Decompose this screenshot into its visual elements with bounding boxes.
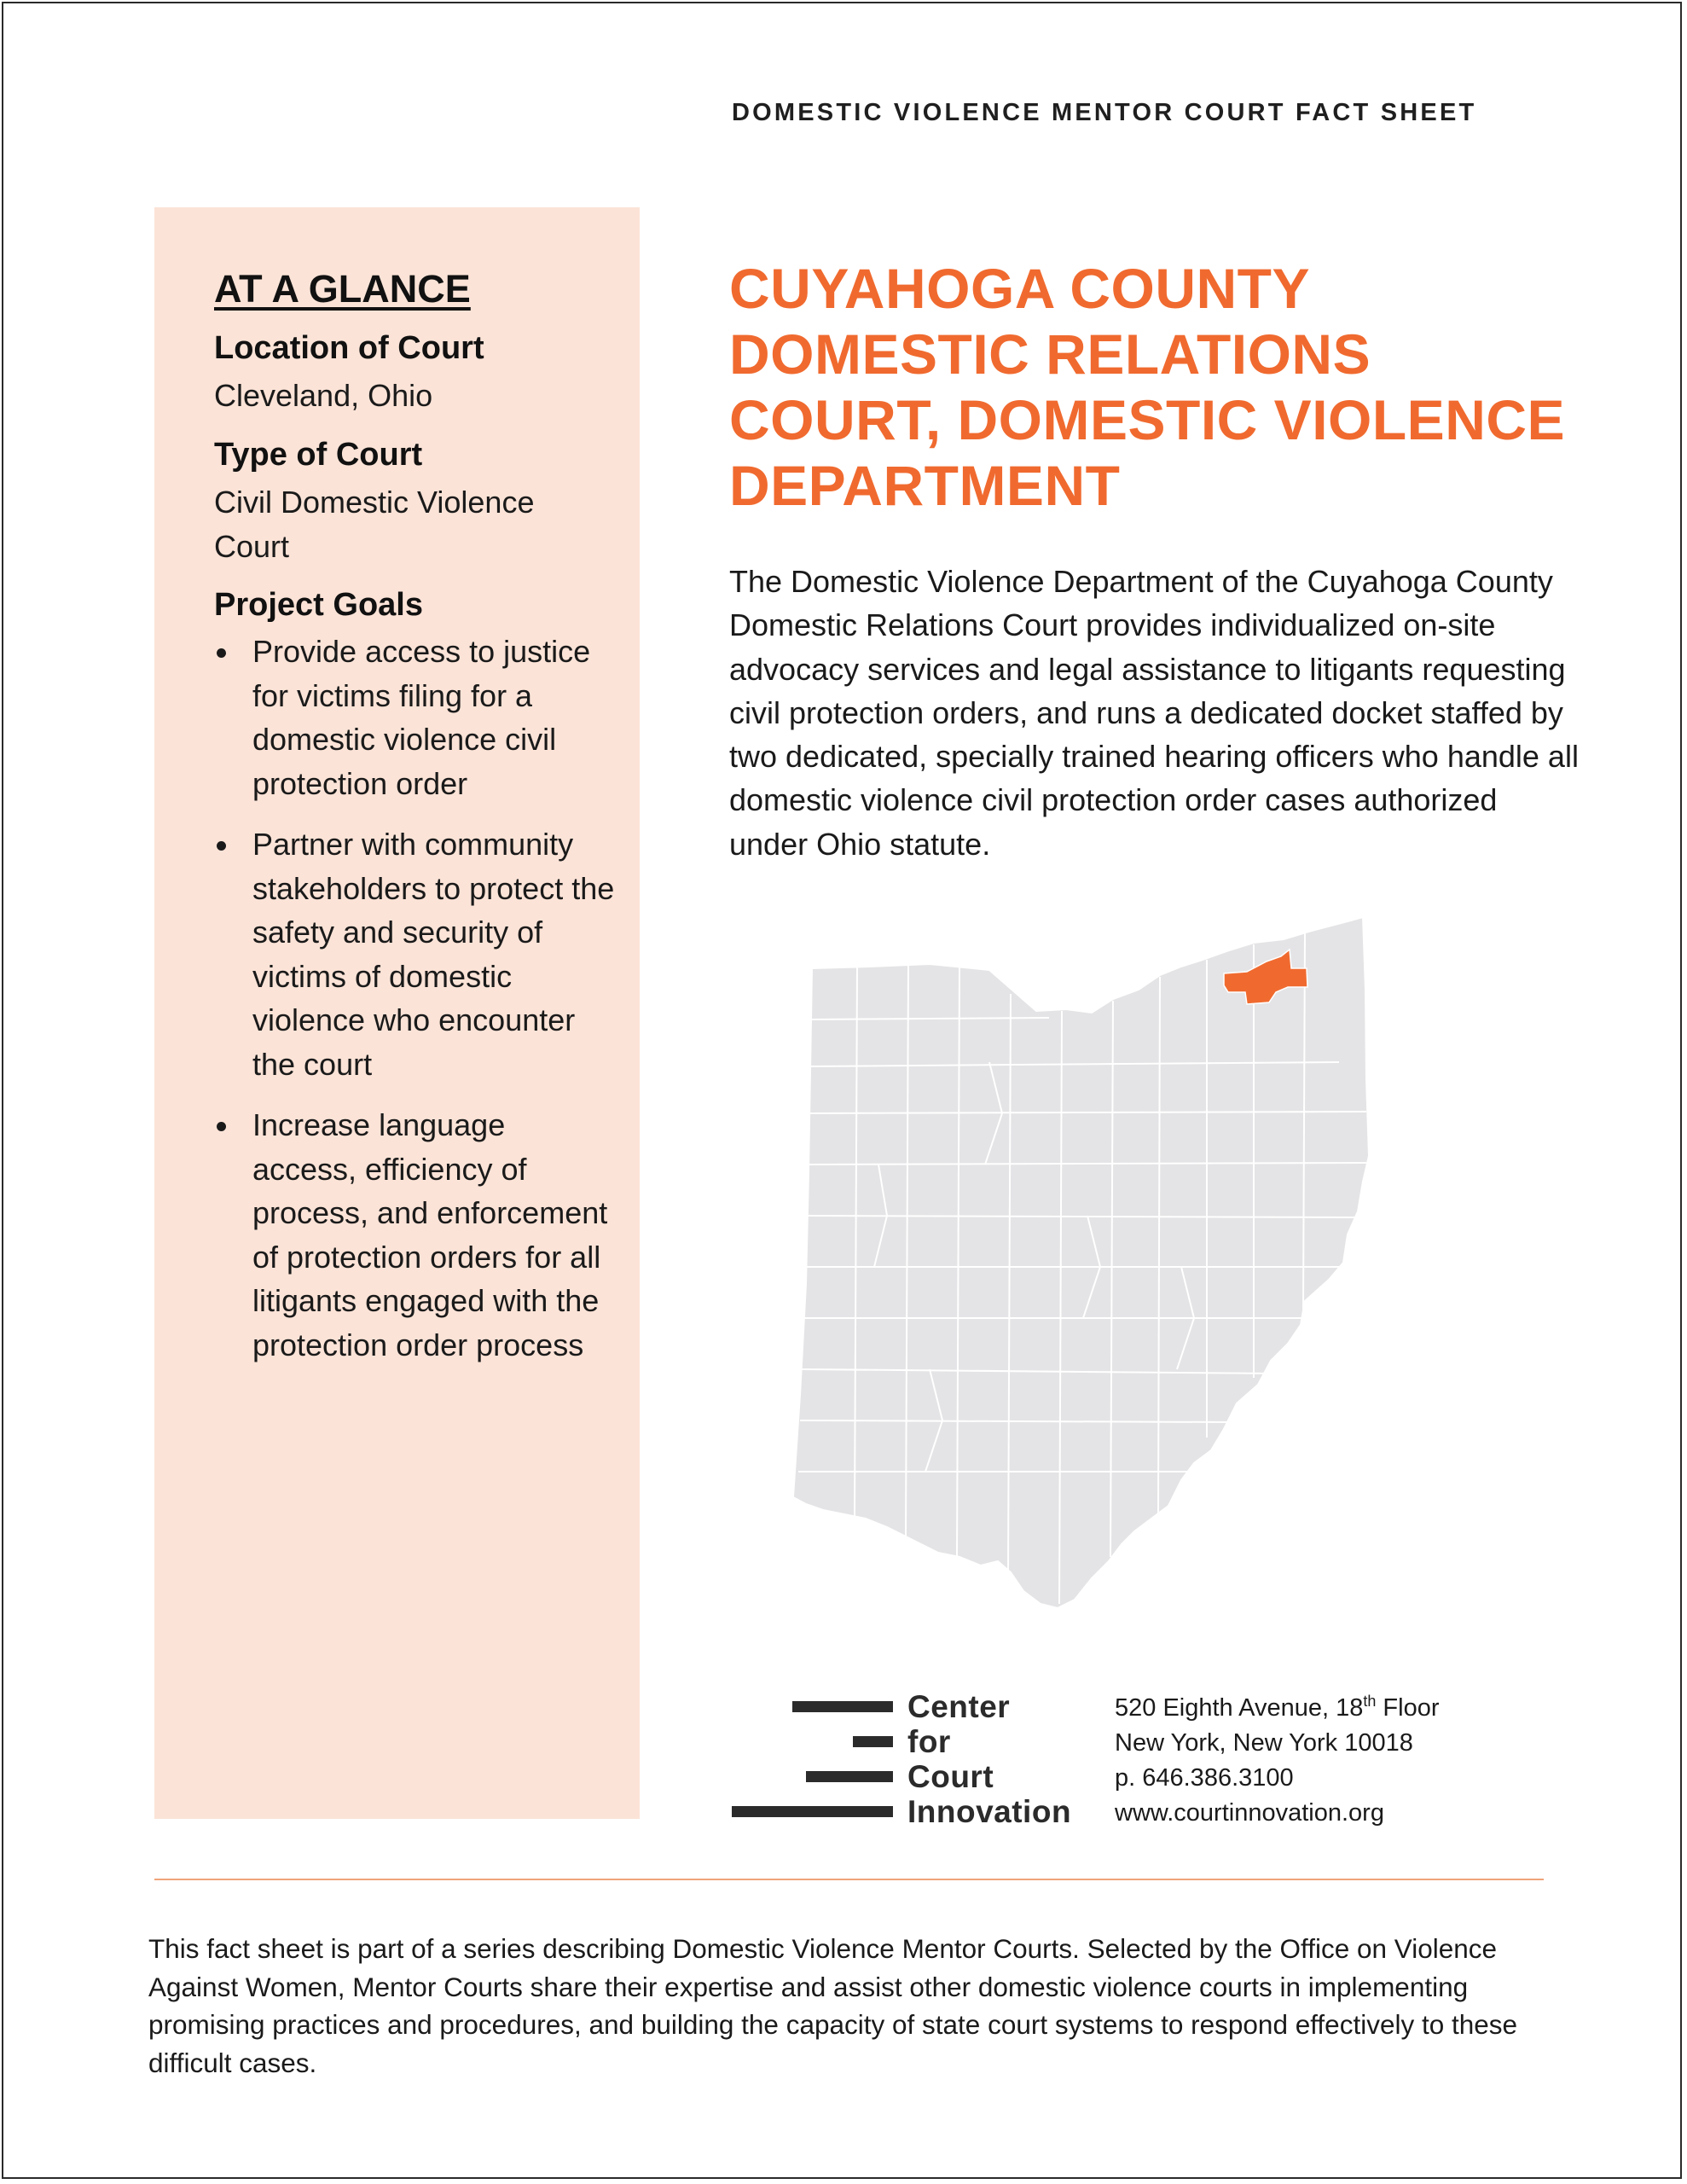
type-value: Civil Domestic Violence Court: [214, 485, 535, 564]
street-address: 520 Eighth Avenue, 18th Floor: [1115, 1693, 1440, 1722]
logo-bar-4: [732, 1806, 893, 1817]
website-link[interactable]: www.courtinnovation.org: [1115, 1799, 1384, 1827]
cci-logo: [732, 1689, 1081, 1829]
logo-bar-3: [806, 1771, 893, 1782]
logo-word-court: Court: [907, 1759, 994, 1794]
project-goals-list: [214, 630, 615, 1384]
goal-item: Increase language access, efficiency of process, and enforcement of protection orders for all litigants engaged with the protection order process: [214, 1103, 615, 1367]
goals-label: Project Goals: [214, 587, 423, 623]
city-line: New York, New York 10018: [1115, 1729, 1413, 1757]
ohio-state-shape: [793, 917, 1369, 1608]
type-label: Type of Court: [214, 437, 423, 473]
intro-paragraph: The Domestic Violence Department of the Cuyahoga County Domestic Relations Court provides individualized on-site advocacy services and legal assistance to litigants requesting civil protection orders, and runs a dedicated docket staffed by two dedicated, specially trained hearing officers who handle all domestic violence civil protection order cases authorized under Ohio statute.: [729, 564, 1579, 862]
phone-number: p. 646.386.3100: [1115, 1764, 1294, 1792]
location-value: Cleveland, Ohio: [214, 378, 433, 413]
logo-word-center: Center: [907, 1689, 1011, 1724]
footer-note: This fact sheet is part of a series describing Domestic Violence Mentor Courts. Selected by the Office on Violence Against Women, Mentor Courts share their expertise and assist other domestic violence courts in implementing promising practices and procedures, and building the capacity of state court systems to respond effectively to these difficult cases.: [148, 1933, 1518, 2078]
footer-divider: [154, 1879, 1544, 1880]
logo-bar-2: [853, 1736, 893, 1747]
ohio-county-map: [793, 917, 1433, 1617]
fact-sheet-header: DOMESTIC VIOLENCE MENTOR COURT FACT SHEET: [732, 99, 1477, 126]
court-title: CUYAHOGA COUNTY DOMESTIC RELATIONS COURT, DOMESTIC VIOLENCE DEPARTMENT: [729, 257, 1566, 517]
goal-item: Provide access to justice for victims filing for a domestic violence civil protection order: [214, 630, 615, 805]
logo-word-innovation: Innovation: [907, 1794, 1072, 1829]
logo-bar-1: [792, 1701, 893, 1712]
contact-block: [1115, 1691, 1440, 1831]
goal-item: Partner with community stakeholders to protect the safety and security of victims of domestic violence who encounter the court: [214, 822, 615, 1086]
at-a-glance-heading: AT A GLANCE: [214, 267, 471, 311]
logo-word-for: for: [907, 1724, 951, 1759]
location-label: Location of Court: [214, 330, 484, 366]
